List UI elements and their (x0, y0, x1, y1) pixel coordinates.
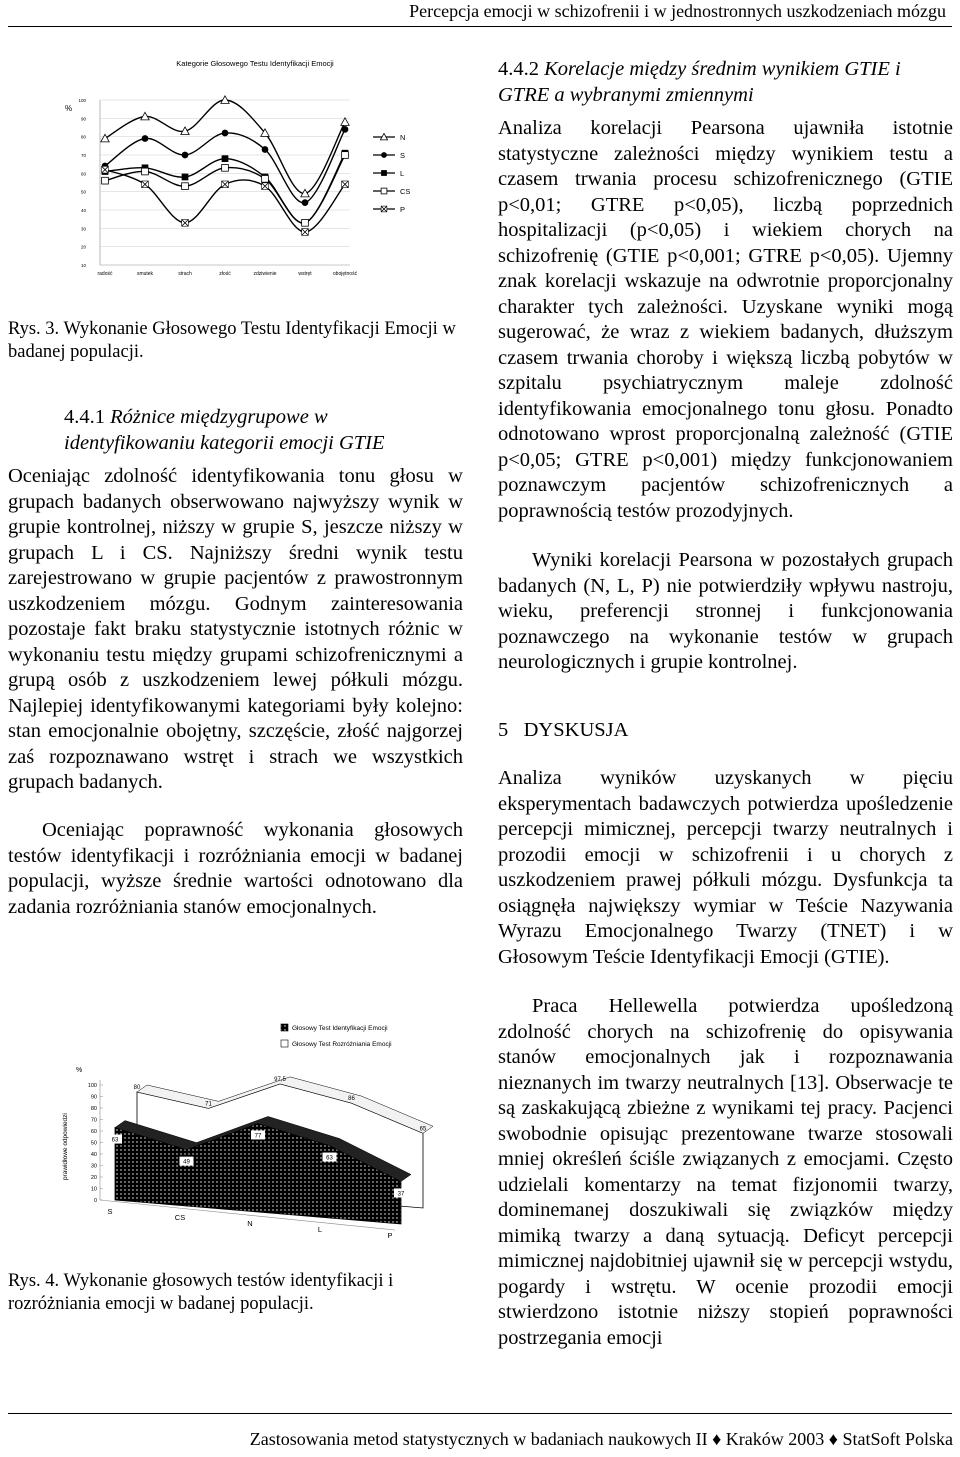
legend-label: L (400, 169, 405, 178)
legend-label: Głosowy Test Rozróżniania Emocji (292, 1041, 392, 1048)
data-point-square-open (182, 183, 189, 190)
data-point-circle (342, 126, 349, 133)
data-point-circle (182, 152, 189, 159)
legend-entry (373, 187, 410, 196)
data-point-circle (142, 135, 149, 142)
data-point-square-open (222, 164, 229, 171)
data-point-square-open (381, 188, 387, 194)
x-tick-label: radość (97, 271, 113, 277)
series-P (102, 166, 349, 235)
y-tick-label: 10 (90, 1186, 97, 1193)
data-label: 65 (419, 1126, 427, 1133)
y-tick-label: 80 (90, 1106, 97, 1112)
data-point-square (222, 155, 229, 162)
y-tick-label: 50 (90, 1140, 97, 1147)
chart-title: Kategorie Głosowego Testu Identyfikacji Emocji (176, 59, 334, 68)
legend-label: S (400, 151, 406, 160)
y-tick-label: 100 (78, 98, 86, 103)
section-title: DYSKUSJA (523, 719, 629, 741)
series-L (102, 150, 349, 226)
figure-3-line-chart (55, 55, 465, 285)
legend-swatch (281, 1040, 288, 1047)
data-point-triangle (341, 118, 349, 126)
legend-entry (373, 151, 405, 160)
right-paragraph-3: Analiza wyników uzyskanych w pięciu eksperymentach badawczych potwierdza upośledzenie percepcji mimicznej, percepcji twarzy neutralnych i prozodii emocji w schizofrenii i u chorych z uszkodzeniem prawej półkuli mózgu. Dysfunkcja ta osiągnęła największy wymiar w Teście Nazywania Wyrazu Emocjonalnego Twarzy (TNET) i w Głosowym Teście Identyfikacji Emocji (GTIE). (498, 767, 953, 968)
data-label: 71 (205, 1101, 212, 1108)
data-point-square (381, 170, 387, 176)
data-label: 49 (183, 1159, 190, 1166)
legend-entry (373, 133, 405, 142)
y-tick-label: 40 (80, 208, 86, 213)
figure-4-caption: Rys. 4. Wykonanie głosowych testów identyfikacji i rozróżniania emocji w badanej populacji. (8, 1271, 394, 1314)
right-paragraph-4: Praca Hellewella potwierdza upośledzoną zdolność chorych na schizofrenię do opisywania stanów emocjonalnych jak i rozpoznawania nieznanych im twarzy neutralnych [13]. Obserwacje te są zaskakującą zbieżne z wynikami tej pracy. Pacjenci swobodnie opisując prezentowane twarze stosowali mniej określeń ściśle związanych z emocjami. Często udzielali komentarzy na temat fizjonomii twarzy, dominemanej doszukiwali się związków między mimiką twarzy a daną sytuacją. Deficyt percepcji mimicznej najdobitniej ujawnił się w percepcji wstydu, pogardy i wstrętu. W ocenie prozodii emocji stwierdzono istotnie niższy stopień poprawności postrzegania emocji (498, 995, 953, 1349)
y-tick-label: 90 (80, 116, 86, 122)
x-tick-label: N (247, 1219, 253, 1228)
y-tick-label: 10 (80, 263, 86, 268)
section-number: 5 (498, 719, 509, 741)
data-label: 77 (254, 1133, 262, 1140)
legend-entry (373, 169, 404, 178)
x-tick-label: złość (219, 271, 231, 277)
y-tick-label: 50 (80, 189, 86, 195)
data-point-square-open (262, 175, 269, 182)
data-point-triangle (221, 96, 229, 104)
x-tick-label: P (387, 1231, 393, 1240)
data-label: 37 (397, 1191, 405, 1198)
data-label: 63 (326, 1155, 333, 1162)
y-tick-label: 80 (80, 134, 86, 140)
figure-3-caption: Rys. 3. Wykonanie Głosowego Testu Identyfikacji Emocji w badanej populacji. (8, 319, 456, 362)
legend-label: N (400, 133, 406, 142)
legend-entry (281, 1024, 388, 1032)
y-tick-label: 100 (87, 1083, 97, 1089)
data-point-triangle (101, 134, 109, 142)
section-title: Korelacje między średnim wynikiem GTIE i GTRE a wybranymi zmiennymi (498, 58, 901, 106)
y-tick-label: 60 (80, 171, 86, 177)
data-label: 80 (133, 1085, 141, 1091)
legend-entry (281, 1040, 392, 1048)
y-tick-label: 90 (90, 1094, 97, 1101)
legend-entry (373, 205, 405, 214)
data-label: 97,5 (274, 1076, 286, 1083)
y-tick-label: 0 (93, 1198, 97, 1204)
y-tick-label: 20 (90, 1175, 97, 1181)
legend-label: CS (400, 187, 411, 196)
data-point-circle (302, 199, 309, 206)
page-footer: Zastosowania metod statystycznych w badaniach naukowych II ♦ Kraków 2003 ♦ StatSoft Polska (249, 1429, 953, 1449)
data-point-square-open (302, 219, 309, 226)
y-tick-label: 40 (90, 1152, 97, 1158)
x-tick-label: wstręt (298, 271, 312, 277)
y-axis-label: prawidłowe odpowiedzi (62, 1113, 69, 1180)
y-tick-label: 20 (80, 244, 86, 250)
section-number: 4.4.2 (498, 58, 539, 80)
right-paragraph-2: Wyniki korelacji Pearsona w pozostałych grupach badanych (N, L, P) nie potwierdziły wpływu nastroju, wieku, preferencji stronnej i funkcjonowania poznawczego na wykonanie testów w grupach neurologicznych i grupie kontrolnej. (498, 549, 953, 673)
section-4-4-1-heading (64, 405, 462, 456)
series-line (105, 100, 345, 194)
legend-label: P (400, 205, 406, 214)
section-5-heading (498, 718, 953, 743)
legend-swatch (281, 1024, 288, 1031)
data-point-circle (381, 152, 387, 158)
x-tick-label: S (107, 1207, 113, 1216)
y-axis-label: % (65, 104, 73, 113)
y-tick-label: 60 (90, 1129, 97, 1135)
data-point-circle (222, 130, 229, 137)
x-tick-label: obojętność (332, 271, 358, 277)
x-tick-label: L (317, 1225, 323, 1234)
x-tick-label: smutek (136, 271, 154, 277)
data-point-square (182, 174, 189, 181)
section-title: Różnice międzygrupowe w identyfikowaniu kategorii emocji GTIE (64, 406, 385, 454)
data-point-square-open (142, 168, 149, 175)
section-number: 4.4.1 (64, 406, 105, 428)
header-rule (8, 26, 952, 27)
data-label: 63 (111, 1137, 119, 1144)
section-4-4-2-heading (498, 57, 953, 108)
left-paragraph-1: Oceniając zdolność identyfikowania tonu głosu w grupach badanych obserwowano najwyższy wynik w grupie kontrolnej, niższy w grupie S, jeszcze niższy w grupach L i CS. Najniższy średni wynik testu zarejestrowano w grupie pacjentów z prawostronnym uszkodzeniem mózgu. Godnym zainteresowania pozostaje fakt braku statystycznie istotnych różnic w wykonaniu testu między grupami schizofrenicznymi a grupą osób z uszkodzeniem lewej półkuli mózgu. Najlepiej identyfikowanymi kategoriami były kolejno: stan emocjonalnie obojętny, szczęście, złość najgorzej zaś rozpoznawano wstręt i strach we wszystkich grupach badanych. (8, 465, 463, 793)
left-paragraph-2: Oceniając poprawność wykonania głosowych testów identyfikacji i rozróżniania emocji w badanej populacji, wyższe średnie wartości odnotowano dla zadania rozróżniania stanów emocjonalnych. (8, 819, 463, 918)
y-tick-label: 30 (80, 226, 86, 232)
x-tick-label: zdziwienie (253, 271, 277, 277)
y-tick-label: 30 (90, 1163, 97, 1170)
legend-label: Głosowy Test Identyfikacji Emocji (292, 1025, 388, 1032)
y-tick-label: 70 (80, 153, 86, 158)
y-tick-label: 70 (90, 1117, 97, 1124)
data-label: 86 (348, 1096, 355, 1103)
running-head: Percepcja emocji w schizofrenii i w jednostronnych uszkodzeniach mózgu (409, 1, 946, 21)
data-point-square-open (102, 177, 109, 184)
x-tick-label: CS (174, 1213, 186, 1222)
data-point-square-open (342, 152, 349, 159)
x-tick-label: strach (178, 271, 192, 277)
footer-rule (8, 1413, 952, 1414)
figure-4-area-chart (55, 1020, 465, 1250)
y-axis-unit: % (76, 1067, 83, 1074)
right-paragraph-1: Analiza korelacji Pearsona ujawniła istotnie statystyczne zależności między wynikiem testu a czasem trwania procesu schizofrenicznego (GTIE p<0,01; GTRE p<0,05), liczbą poprzednich hospitalizacji (p<0,05) i wiekiem chorych na schizofrenię (GTIE p<0,001; GTRE p<0,05). Ujemny znak korelacji wskazuje na odwrotnie proporcjonalny charakter tych zależności. Uzyskane wyniki mogą sugerować, że wraz z wiekiem badanych, dłuższym czasem trwania choroby i większą liczbą pobytów w szpitalu psychiatrycznym maleje zdolność identyfikowania emocjonalnego tonu głosu. Ponadto odnotowano wprost proporcjonalną zależność (GTIE p<0,05; GTRE p<0,001) między funkcjonowaniem poznawczym pacjentów schizofrenicznych a poprawnością testów prozodyjnych. (498, 117, 953, 522)
data-point-circle (262, 146, 269, 153)
series-line (105, 153, 345, 223)
